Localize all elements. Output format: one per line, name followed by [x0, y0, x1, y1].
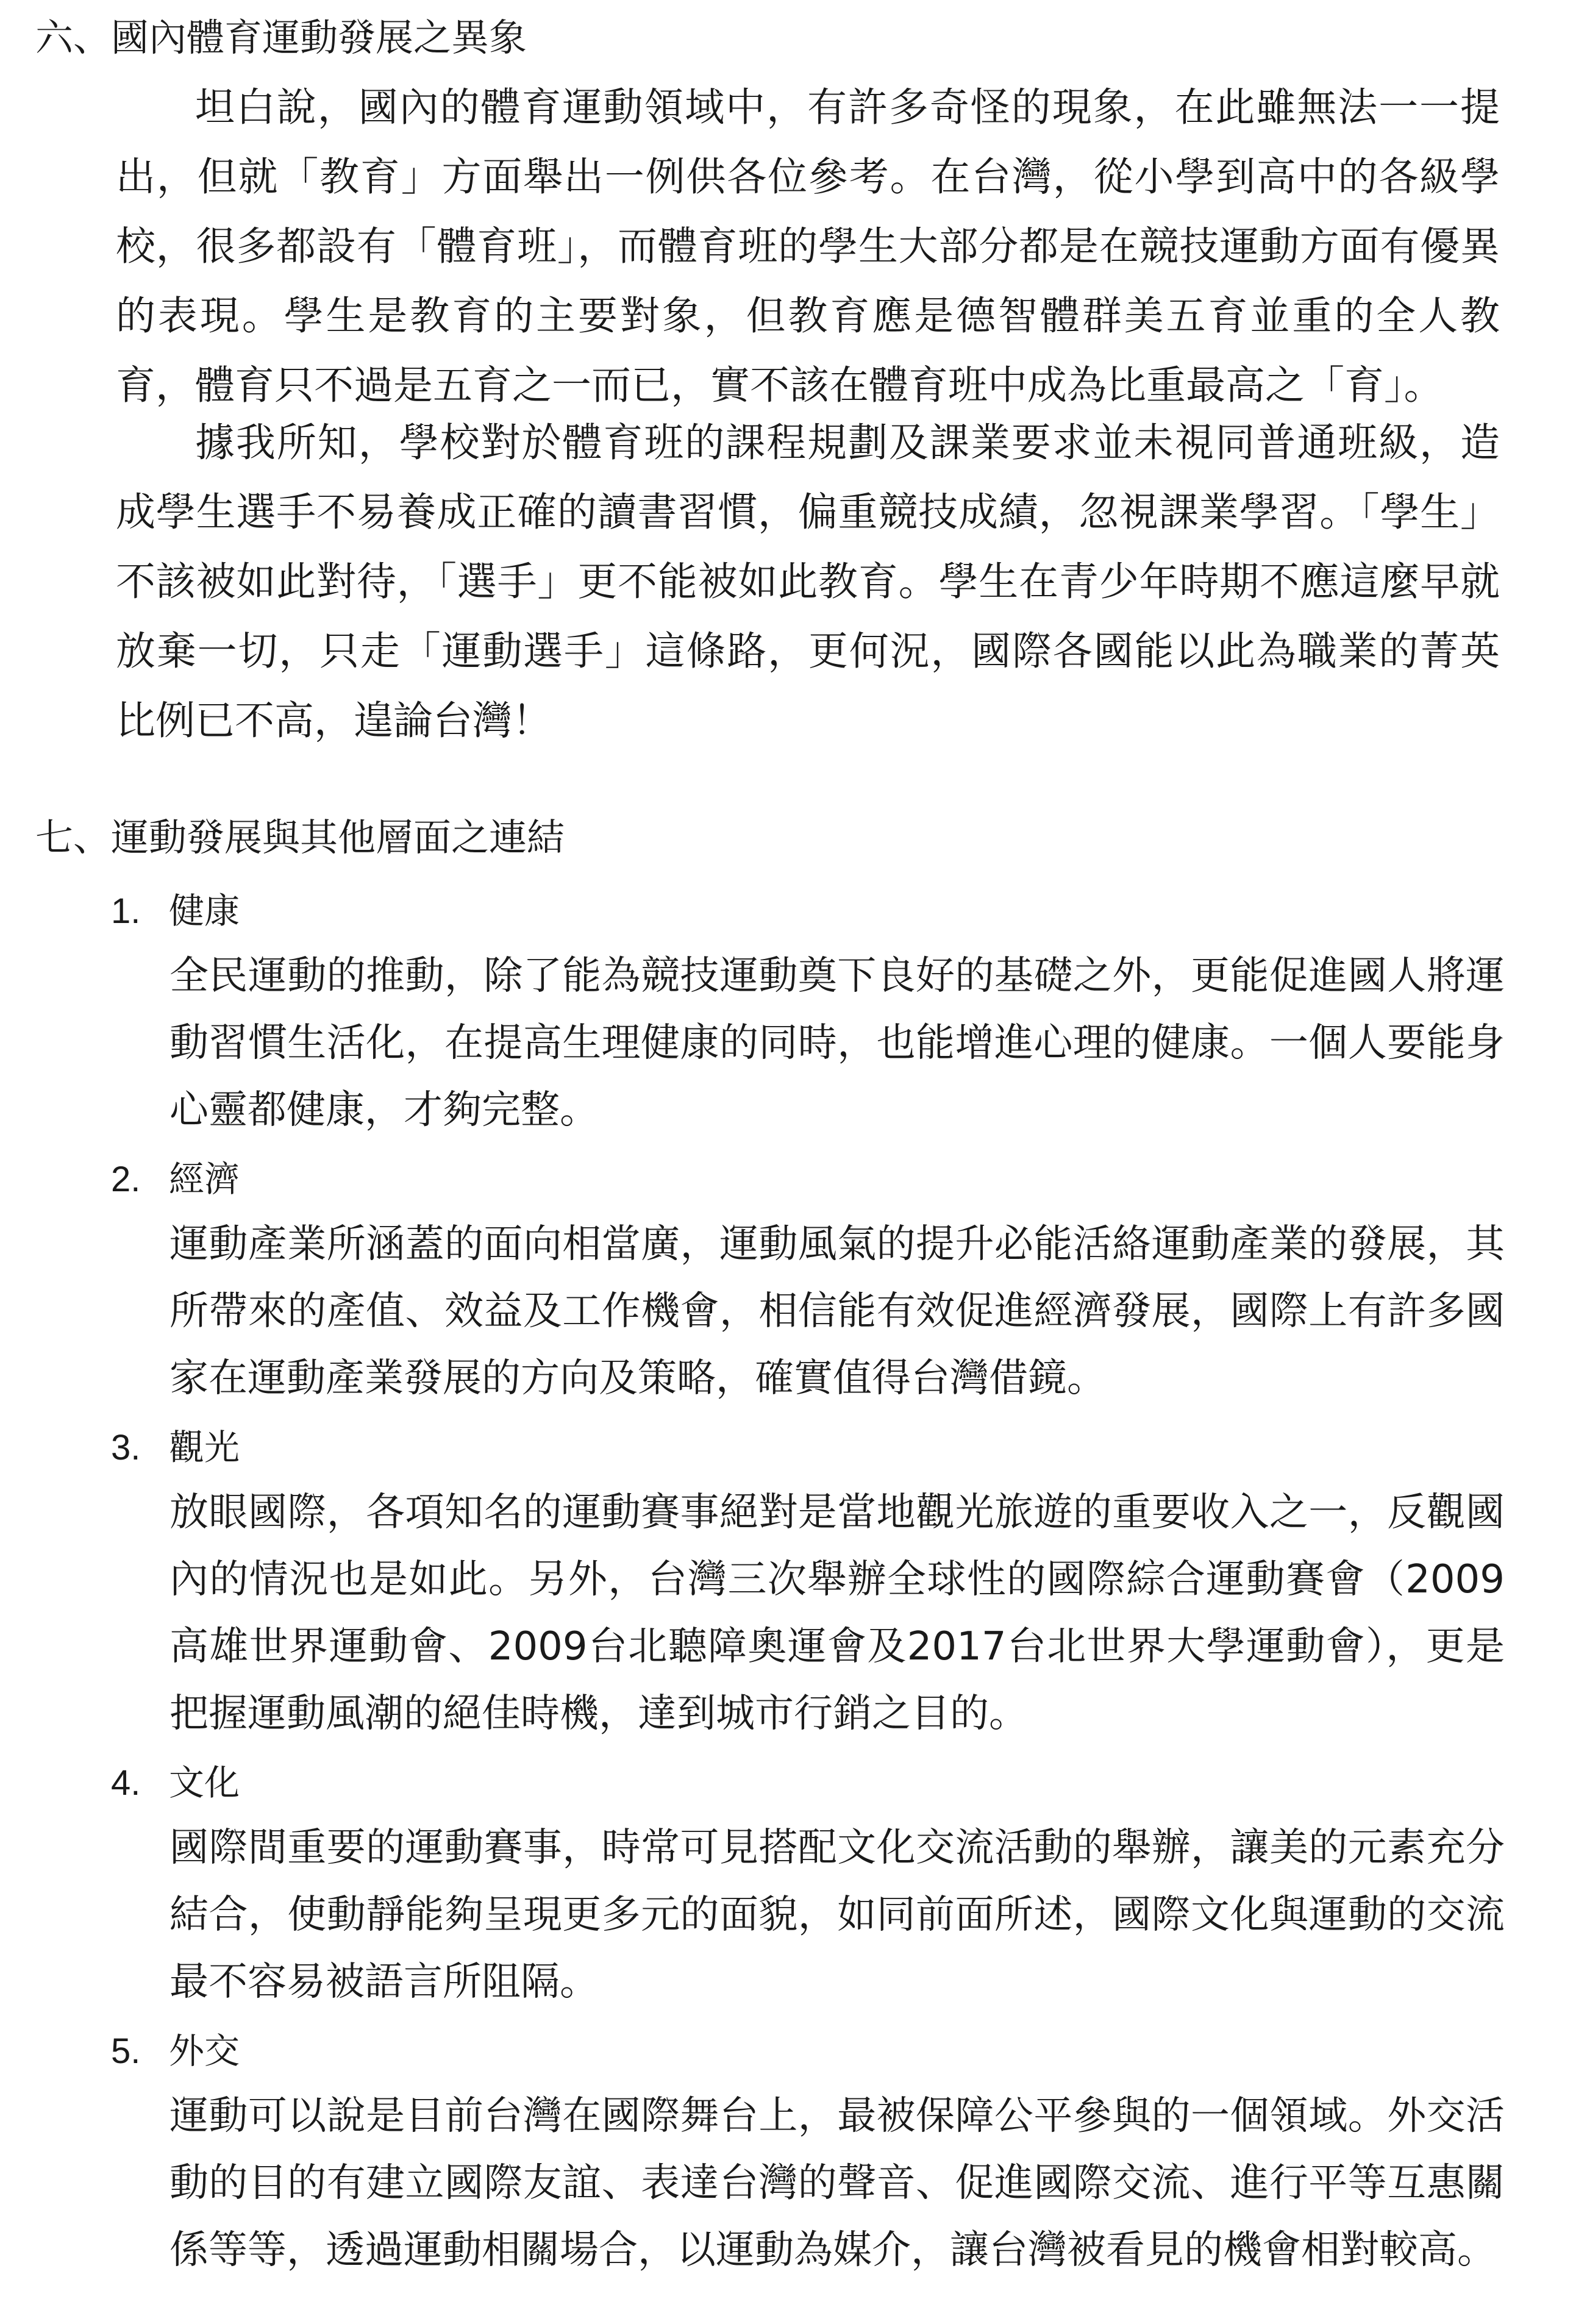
item-2-number: 2.: [111, 1160, 141, 1199]
item-2-body: 運動產業所涵蓋的面向相當廣，運動風氣的提升必能活絡運動產業的發展，其所帶來的產值、效益及工作機會，相信能有效促進經濟發展，國際上有許多國家在運動產業發展的方向及策略，確實值得台灣借鏡。: [169, 1222, 1505, 1401]
item-3-number: 3.: [111, 1428, 141, 1467]
item-4-title: 文化: [169, 1762, 240, 1803]
section-6-heading: 六、國內體育運動發展之異象: [35, 15, 527, 60]
item-5-title: 外交: [169, 2030, 240, 2072]
item-1-number: 1.: [111, 891, 141, 931]
item-3-title-row: [111, 1424, 240, 1471]
section-6-paragraph-1: 坦白說，國內的體育運動領域中，有許多奇怪的現象，在此雖無法一一提出，但就「教育」方面舉出一例供各位參考。在台灣，從小學到高中的各級學校，很多都設有「體育班」，而體育班的學生大部分都是在競技運動方面有優異的表現。學生是教育的主要對象，但教育應是德智體群美五育並重的全人教育，體育只不過是五育之一而已，實不該在體育班中成為比重最高之「育」。: [116, 85, 1500, 408]
item-5-title-row: [111, 2028, 240, 2075]
item-2-title-row: [111, 1156, 240, 1203]
item-1-title: 健康: [169, 890, 240, 932]
item-3-title: 觀光: [169, 1427, 240, 1468]
item-1-body: 全民運動的推動，除了能為競技運動奠下良好的基礎之外，更能促進國人將運動習慣生活化，在提高生理健康的同時，也能增進心理的健康。一個人要能身心靈都健康，才夠完整。: [169, 953, 1505, 1133]
item-2-title: 經濟: [169, 1158, 240, 1200]
item-5-number: 5.: [111, 2031, 141, 2071]
item-3-body: 放眼國際，各項知名的運動賽事絕對是當地觀光旅遊的重要收入之一，反觀國內的情況也是如此。另外，台灣三次舉辦全球性的國際綜合運動賽會（2009高雄世界運動會、2009台北聽障奧運會及2017台北世界大學運動會），更是把握運動風潮的絕佳時機，達到城市行銷之目的。: [169, 1490, 1505, 1736]
item-4-number: 4.: [111, 1763, 141, 1803]
item-4-body: 國際間重要的運動賽事，時常可見搭配文化交流活動的舉辦，讓美的元素充分結合，使動靜能夠呈現更多元的面貌，如同前面所述，國際文化與運動的交流最不容易被語言所阻隔。: [169, 1825, 1505, 2005]
item-4-title-row: [111, 1759, 240, 1806]
section-7-heading: 七、運動發展與其他層面之連結: [35, 815, 565, 860]
section-6-paragraph-2: 據我所知，學校對於體育班的課程規劃及課業要求並未視同普通班級，造成學生選手不易養成正確的讀書習慣，偏重競技成績，忽視課業學習。「學生」不該被如此對待，「選手」更不能被如此教育。學生在青少年時期不應這麼早就放棄一切，只走「運動選手」這條路，更何況，國際各國能以此為職業的菁英比例已不高，遑論台灣！: [116, 420, 1500, 744]
item-5-body: 運動可以說是目前台灣在國際舞台上，最被保障公平參與的一個領域。外交活動的目的有建立國際友誼、表達台灣的聲音、促進國際交流、進行平等互惠關係等等，透過運動相關場合，以運動為媒介，讓台灣被看見的機會相對較高。: [169, 2094, 1505, 2273]
item-1-title-row: [111, 888, 240, 935]
